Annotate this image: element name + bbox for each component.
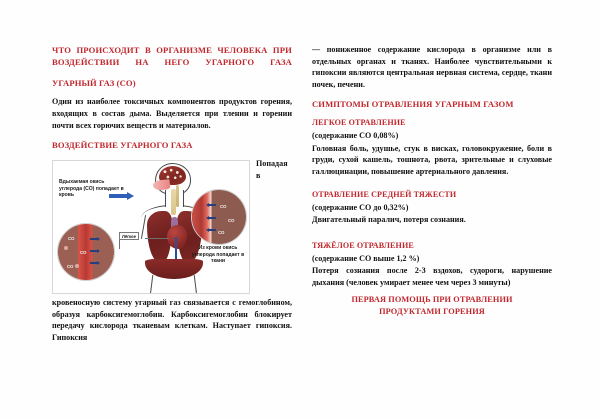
- paragraph-mechanism: Попадая в кровеносную систему угарный газ связывается с гемоглобином, образуя карбоксигемоглобин. Карбоксигемоглобин блокирует передачу кислорода тканевым клеткам. Наступает гипоксия. Гипоксия: [52, 159, 292, 342]
- vessel-wall-illustration: [192, 190, 246, 244]
- diffusion-arrow-icon: [209, 204, 216, 206]
- page-title-line-2: ПРИ ВОЗДЕЙСТВИИ НА НЕГО УГАРНОГО ГАЗА: [52, 45, 292, 68]
- footer-heading-line-1: ПЕРВАЯ ПОМОЩЬ ПРИ ОТРАВЛЕНИИ: [351, 295, 513, 305]
- severity-description: Головная боль, удушье, стук в висках, головокружение, боли в груди, сухой кашель, тошнота, рвота, зрительные и слуховые галлюцинации, повышение артериального давления.: [312, 143, 552, 176]
- severity-concentration: (содержание СО 0,08%): [312, 131, 399, 141]
- footer-heading: [312, 294, 552, 317]
- trachea-icon: [171, 189, 176, 215]
- figure-label-tissue: Из крови окись углерода попадает в ткани: [191, 245, 245, 265]
- co-molecule-label: CO: [80, 250, 87, 256]
- co-molecule-label: CO: [228, 218, 235, 224]
- severity-block-moderate: [312, 189, 552, 226]
- severity-concentration: (содержание СО до 0,32%): [312, 202, 409, 212]
- diffusion-arrow-icon: [209, 217, 216, 219]
- left-column: [52, 44, 292, 352]
- figure-label-lung: Лёгкое: [119, 232, 139, 240]
- co-molecule-label: CO: [220, 204, 227, 210]
- right-column: [312, 44, 552, 317]
- leg-outline-right: [194, 275, 197, 294]
- severity-block-mild: [312, 117, 552, 177]
- co-molecule-label: CO: [67, 264, 74, 270]
- severity-heading: ТЯЖЁЛОЕ ОТРАВЛЕНИЕ: [312, 240, 414, 250]
- footer-heading-line-2: ПРОДУКТАМИ ГОРЕНИЯ: [379, 306, 485, 316]
- co-molecule-label: CO: [218, 230, 225, 236]
- alveolar-magnifier-left: [57, 223, 115, 281]
- tissue-magnifier-right: [191, 189, 247, 245]
- section-spacer: [312, 232, 552, 240]
- co-molecule-label: CO: [68, 236, 75, 242]
- diffusion-arrow-icon: [90, 238, 97, 240]
- severity-block-severe: [312, 240, 552, 289]
- two-column-layout: [52, 44, 552, 410]
- diffusion-arrow-icon: [209, 229, 216, 231]
- heading-effect-of-gas: ВОЗДЕЙСТВИЕ УГАРНОГО ГАЗА: [52, 140, 193, 151]
- anatomy-diagram-canvas: [53, 161, 249, 293]
- lung-leader-line: [145, 238, 169, 239]
- severity-concentration: (содержание СО выше 1,2 %): [312, 253, 420, 263]
- spine-icon: [176, 185, 179, 207]
- figure-label-inhale: Вдыхаемая окись углерода (СО) попадает в кровь: [59, 179, 124, 199]
- severity-heading: ОТРАВЛЕНИЕ СРЕДНЕЙ ТЯЖЕСТИ: [312, 189, 457, 199]
- severity-heading: ЛЕГКОЕ ОТРАВЛЕНИЕ: [312, 118, 406, 128]
- page-title: [52, 44, 292, 68]
- severity-description: Двигательный паралич, потеря сознания.: [312, 214, 466, 224]
- paragraph-hypoxia-definition: — пониженное содержание кислорода в организме или в отдельных органах и тканях. Наиболее чувствительными к гипоксии являются центральная нервная система, сердце, ткани почек, печени.: [312, 45, 552, 89]
- severity-description: Потеря сознания после 2-3 вздохов, судороги, нарушение дыхания (человек умирает менее чем через 3 минуты): [312, 265, 552, 287]
- anatomy-diagram-figure: [52, 160, 250, 294]
- diffusion-arrow-icon: [90, 250, 97, 252]
- paragraph-definition: Один из наиболее токсичных компонентов продуктов горения, входящих в состав дыма. Выделяется при тлении и горении почти всех горючих веществ и материалов.: [52, 97, 292, 130]
- diffusion-arrow-icon: [90, 262, 97, 264]
- leg-outline-left: [150, 275, 153, 294]
- heading-symptoms: СИМПТОМЫ ОТРАВЛЕНИЯ УГАРНЫМ ГАЗОМ: [312, 99, 514, 110]
- heading-carbon-monoxide: УГАРНЫЙ ГАЗ (СО): [52, 78, 136, 89]
- page-title-line-1: ЧТО ПРОИСХОДИТ В ОРГАНИЗМЕ ЧЕЛОВЕКА: [52, 45, 268, 55]
